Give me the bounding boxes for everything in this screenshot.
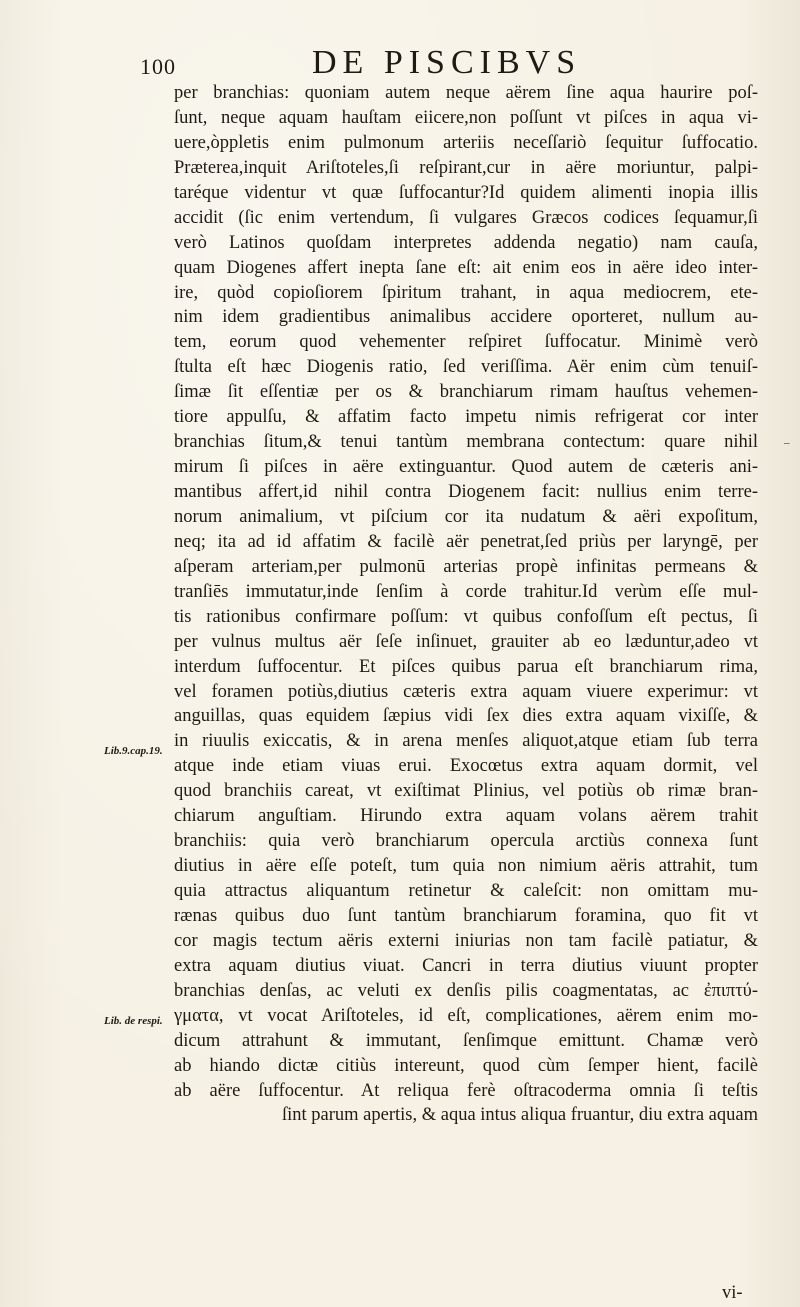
margin-note: Lib.9.cap.19.: [104, 745, 163, 757]
text-line: anguillas, quas equidem ſæpius vidi ſex dies extra aquam vixiſſe, &: [174, 706, 758, 727]
text-line: chiarum anguſtiam. Hirundo extra aquam volans aërem trahit: [174, 806, 758, 827]
text-line: ſint parum apertis, & aqua intus aliqua fruantur, diu extra aquam: [281, 1105, 758, 1126]
text-line: verò Latinos quoſdam interpretes addenda negatio) nam cauſa,: [174, 232, 758, 253]
text-line: vel foramen potiùs,diutius cæteris extra aquam viuere experimur: vt: [174, 681, 758, 702]
text-line: dicum attrahunt & immutant, ſenſimque emittunt. Chamæ verò: [174, 1030, 758, 1051]
catchword: vi-: [722, 1283, 743, 1303]
text-line: γματα, vt vocat Ariſtoteles, id eſt, complicationes, aërem enim mo-: [174, 1005, 758, 1026]
text-line: accidit (ſic enim vertendum, ſi vulgares Græcos codices ſequamur,ſi: [174, 207, 758, 228]
text-line: norum animalium, vt piſcium cor ita nudatum & aëri expoſitum,: [174, 506, 758, 527]
text-line: nim idem gradientibus animalibus accidere oporteret, nullum au-: [174, 307, 758, 328]
text-line: Præterea,inquit Ariſtoteles,ſi reſpirant,cur in aëre moriuntur, palpi-: [174, 157, 758, 178]
text-line: tem, eorum quod vehementer reſpiret ſuffocatur. Minimè verò: [174, 332, 758, 353]
text-line: tis rationibus confirmare poſſum: vt quibus confoſſum eſt pectus, ſi: [174, 606, 758, 627]
text-line: ſunt, neque aquam hauſtam eiicere,non poſſunt vt piſces in aqua vi-: [174, 107, 758, 128]
text-line: extra aquam diutius viuat. Cancri in terra diutius viuunt propter: [174, 955, 758, 976]
text-line: quod branchiis careat, vt exiſtimat Plinius, vel potiùs ob rimæ bran-: [174, 781, 758, 802]
text-line: tiore appulſu, & affatim facto impetu nimis refrigerat cor inter: [174, 407, 758, 428]
text-line: branchiis: quia verò branchiarum opercula arctiùs connexa ſunt: [174, 831, 758, 852]
running-head: DE PISCIBVS: [312, 44, 582, 81]
text-line: aſperam arteriam,per pulmonū arterias propè infinitas permeans &: [174, 556, 758, 577]
text-line: interdum ſuffocentur. Et piſces quibus parua eſt branchiarum rima,: [174, 656, 758, 677]
text-line: branchias ſitum,& tenui tantùm membrana contectum: quare nihil: [174, 432, 758, 453]
text-line: cor magis tectum aëris externi iniurias non tam facilè patiatur, &: [174, 930, 758, 951]
margin-mark: –: [784, 437, 790, 449]
text-line: ab hiando dictæ citiùs intereunt, quod cùm ſemper hient, facilè: [174, 1055, 758, 1076]
text-line: rænas quibus duo ſunt tantùm branchiarum foramina, quo fit vt: [174, 905, 758, 926]
text-line: quam Diogenes affert inepta ſane eſt: ait enim eos in aëre ideo inter-: [174, 257, 758, 278]
text-line: diutius in aëre eſſe poteſt, tum quia non nimium aëris attrahit, tum: [174, 856, 758, 877]
text-line: atque inde etiam viuas erui. Exocœtus extra aquam dormit, vel: [174, 756, 758, 777]
text-line: tranſiēs immutatur,inde ſenſim à corde trahitur.Id verùm eſſe mul-: [174, 581, 758, 602]
text-line: mantibus affert,id nihil contra Diogenem facit: nullius enim terre-: [174, 482, 758, 502]
text-line: in riuulis exiccatis, & in arena menſes aliquot,atque etiam ſub terra: [174, 731, 758, 752]
margin-note: Lib. de respi.: [104, 1015, 163, 1027]
text-line: branchias denſas, ac veluti ex denſis pilis coagmentatas, ac ἐπιπτύ-: [174, 980, 758, 1001]
text-line: quia attractus aliquantum retinetur & caleſcit: non omittam mu-: [174, 881, 758, 901]
text-line: ab aëre ſuffocentur. At reliqua ferè oſtracoderma omnia ſi teſtis: [174, 1080, 758, 1101]
body-text: [174, 81, 758, 1128]
text-line: uere,òppletis enim pulmonum arteriis neceſſariò ſequitur ſuffocatio.: [174, 132, 758, 153]
text-line: ſtulta eſt hæc Diogenis ratio, ſed veriſſima. Aër enim cùm tenuiſ-: [174, 357, 758, 378]
text-line: per vulnus multus aër ſeſe inſinuet, grauiter ab eo læduntur,adeo vt: [174, 631, 758, 652]
text-line: taréque videntur vt quæ ſuffocantur?Id quidem alimenti inopia illis: [174, 182, 758, 203]
text-line: mirum ſi piſces in aëre extinguantur. Quod autem de cæteris ani-: [174, 457, 758, 478]
text-line: ire, quòd copioſiorem ſpiritum trahant, in aqua mediocrem, ete-: [174, 282, 758, 303]
text-line: neq; ita ad id affatim & facilè aër penetrat,ſed priùs per laryngē, per: [174, 531, 758, 552]
text-line: per branchias: quoniam autem neque aërem ſine aqua haurire poſ-: [174, 83, 758, 103]
page-number: 100: [140, 54, 176, 79]
text-line: ſimæ ſit eſſentiæ per os & branchiarum rimam hauſtus vehemen-: [174, 382, 758, 403]
